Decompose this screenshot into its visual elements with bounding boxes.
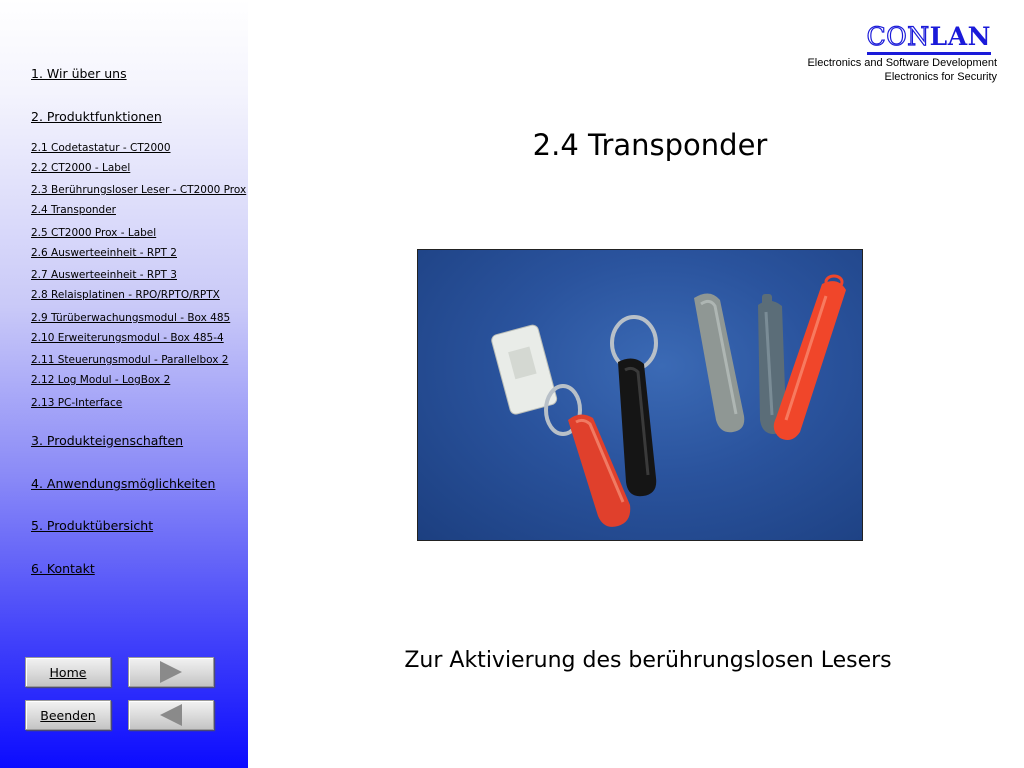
- transponder-photo: [417, 249, 863, 541]
- nav-produktuebersicht[interactable]: 5. Produktübersicht: [31, 518, 154, 533]
- exit-button-label: Beenden: [40, 707, 96, 723]
- nav-wir-ueber-uns[interactable]: 1. Wir über uns: [31, 66, 127, 81]
- caption-text: Zur Aktivierung des berührungslosen Lesers: [404, 648, 892, 673]
- nav-sub-ct2000-label[interactable]: 2.2 CT2000 - Label: [31, 162, 131, 174]
- nav-sub-beruehrungsloser-leser[interactable]: 2.3 Berührungsloser Leser - CT2000 Prox: [31, 184, 247, 196]
- nav-sub-ct2000-prox-label[interactable]: 2.5 CT2000 Prox - Label: [31, 227, 157, 239]
- nav-produkteigenschaften[interactable]: 3. Produkteigenschaften: [31, 433, 184, 448]
- sidebar: [0, 0, 248, 768]
- nav-sub-box485[interactable]: 2.9 Türüberwachungsmodul - Box 485: [31, 312, 231, 324]
- nav-sub-rpt3[interactable]: 2.7 Auswerteeinheit - RPT 3: [31, 269, 177, 281]
- home-button[interactable]: [25, 657, 111, 687]
- nav-sub-pc-interface[interactable]: 2.13 PC-Interface: [31, 397, 123, 409]
- back-button[interactable]: [128, 700, 214, 730]
- nav-kontakt[interactable]: 6. Kontakt: [31, 561, 95, 576]
- nav-sub-transponder[interactable]: 2.4 Transponder: [31, 204, 116, 216]
- tagline-security: Electronics for Security: [884, 71, 997, 83]
- nav-produktfunktionen[interactable]: 2. Produktfunktionen: [31, 109, 162, 124]
- triangle-left-icon: [160, 704, 182, 726]
- triangle-right-icon: [160, 661, 182, 683]
- nav-sub-parallelbox[interactable]: 2.11 Steuerungsmodul - Parallelbox 2: [31, 354, 229, 366]
- home-button-label: Home: [49, 664, 87, 680]
- tagline-development: Electronics and Software Development: [807, 57, 997, 69]
- conlan-logo: CONLAN: [867, 22, 991, 55]
- nav-sub-rpt2[interactable]: 2.6 Auswerteeinheit - RPT 2: [31, 247, 177, 259]
- nav-sub-codetastatur[interactable]: 2.1 Codetastatur - CT2000: [31, 142, 171, 154]
- exit-button[interactable]: [25, 700, 111, 730]
- nav-sub-relaisplatinen[interactable]: 2.8 Relaisplatinen - RPO/RPTO/RPTX: [31, 289, 220, 301]
- nav-anwendungsmoeglichkeiten[interactable]: 4. Anwendungsmöglichkeiten: [31, 476, 216, 491]
- forward-button[interactable]: [128, 657, 214, 687]
- page-title: 2.4 Transponder: [532, 128, 768, 162]
- transponder-photo-illustration: [418, 250, 863, 541]
- nav-sub-logbox[interactable]: 2.12 Log Modul - LogBox 2: [31, 374, 171, 386]
- nav-sub-box485-4[interactable]: 2.10 Erweiterungsmodul - Box 485-4: [31, 332, 224, 344]
